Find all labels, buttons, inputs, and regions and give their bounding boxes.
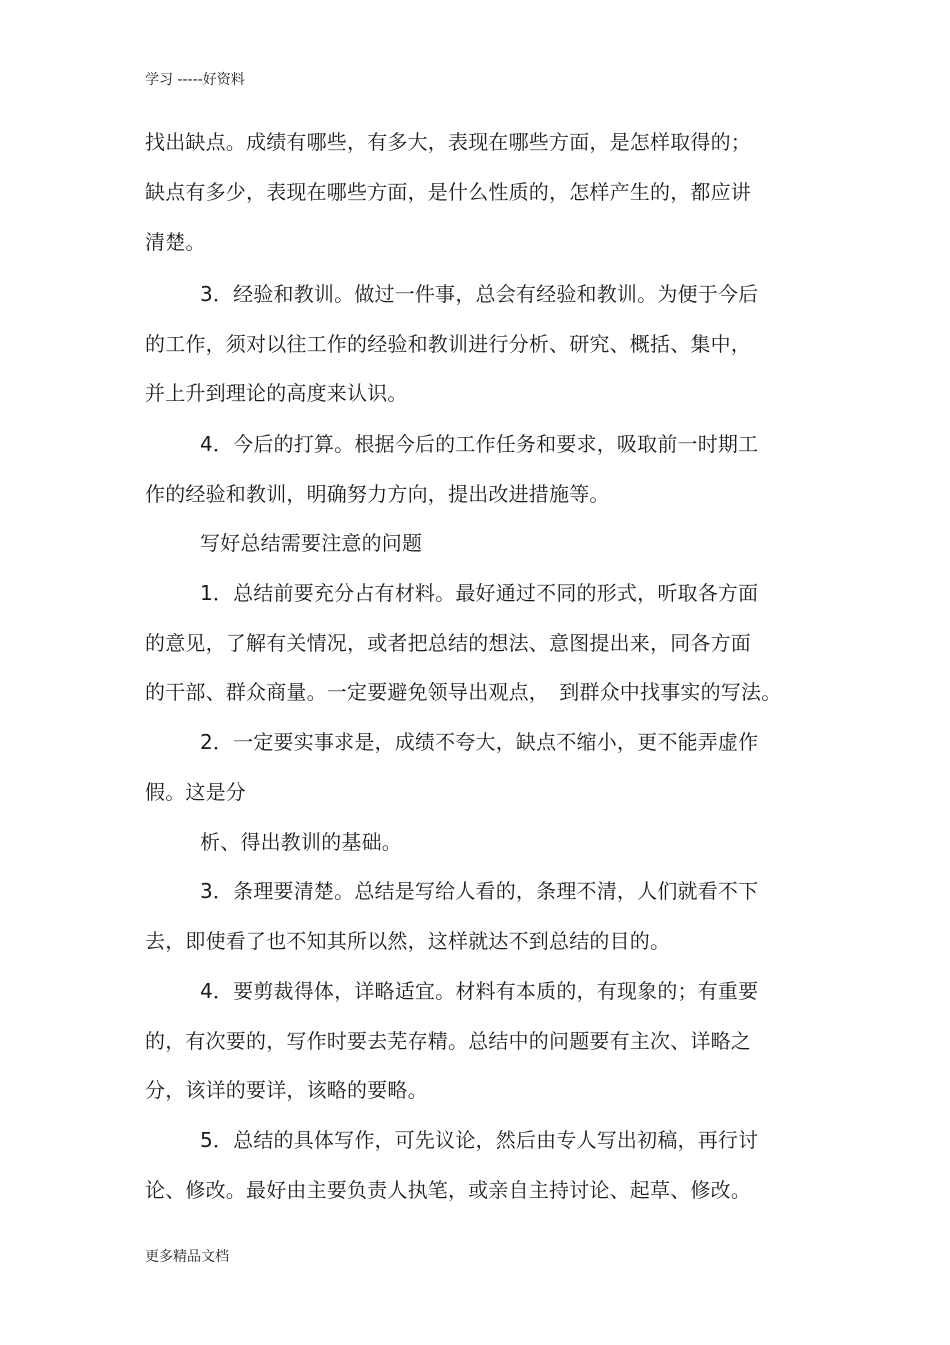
- body-line: 2．一定要实事求是，成绩不夸大，缺点不缩小，更不能弄虚作: [200, 730, 759, 754]
- page-footer: 更多精品文档: [145, 1249, 229, 1265]
- body-line: 作的经验和教训，明确努力方向，提出改进措施等。: [145, 482, 610, 506]
- body-line: 分，该详的要详，该略的要略。: [145, 1078, 428, 1102]
- body-line: 去，即使看了也不知其所以然，这样就达不到总结的目的。: [145, 929, 671, 953]
- body-line: 3．经验和教训。做过一件事，总会有经验和教训。为便于今后: [200, 282, 759, 306]
- body-line: 4．今后的打算。根据今后的工作任务和要求，吸取前一时期工: [200, 432, 759, 456]
- body-line: 1．总结前要充分占有材料。最好通过不同的形式，听取各方面: [200, 581, 759, 605]
- body-line: 3．条理要清楚。总结是写给人看的，条理不清，人们就看不下: [200, 879, 759, 903]
- body-line: 假。这是分: [145, 780, 246, 804]
- body-line: 找出缺点。成绩有哪些，有多大，表现在哪些方面，是怎样取得的；: [145, 130, 751, 154]
- body-line: 的干部、群众商量。一定要避免领导出观点， 到群众中找事实的写法。: [145, 680, 782, 704]
- body-line: 缺点有多少，表现在哪些方面，是什么性质的，怎样产生的，都应讲: [145, 180, 751, 204]
- body-line: 5．总结的具体写作，可先议论，然后由专人写出初稿，再行讨: [200, 1128, 759, 1152]
- body-line: 并上升到理论的高度来认识。: [145, 381, 408, 405]
- page-header: 学习 -----好资料: [145, 72, 245, 88]
- body-line: 的工作，须对以往工作的经验和教训进行分析、研究、概括、集中，: [145, 332, 751, 356]
- body-line: 析、得出教训的基础。: [200, 830, 402, 854]
- body-line: 的，有次要的，写作时要去芜存精。总结中的问题要有主次、详略之: [145, 1029, 751, 1053]
- body-line: 清楚。: [145, 230, 206, 254]
- section-heading: 写好总结需要注意的问题: [200, 531, 423, 555]
- body-line: 论、修改。最好由主要负责人执笔，或亲自主持讨论、起草、修改。: [145, 1178, 751, 1202]
- body-line: 的意见，了解有关情况，或者把总结的想法、意图提出来，同各方面: [145, 631, 751, 655]
- body-line: 4．要剪裁得体，详略适宜。材料有本质的，有现象的；有重要: [200, 979, 759, 1003]
